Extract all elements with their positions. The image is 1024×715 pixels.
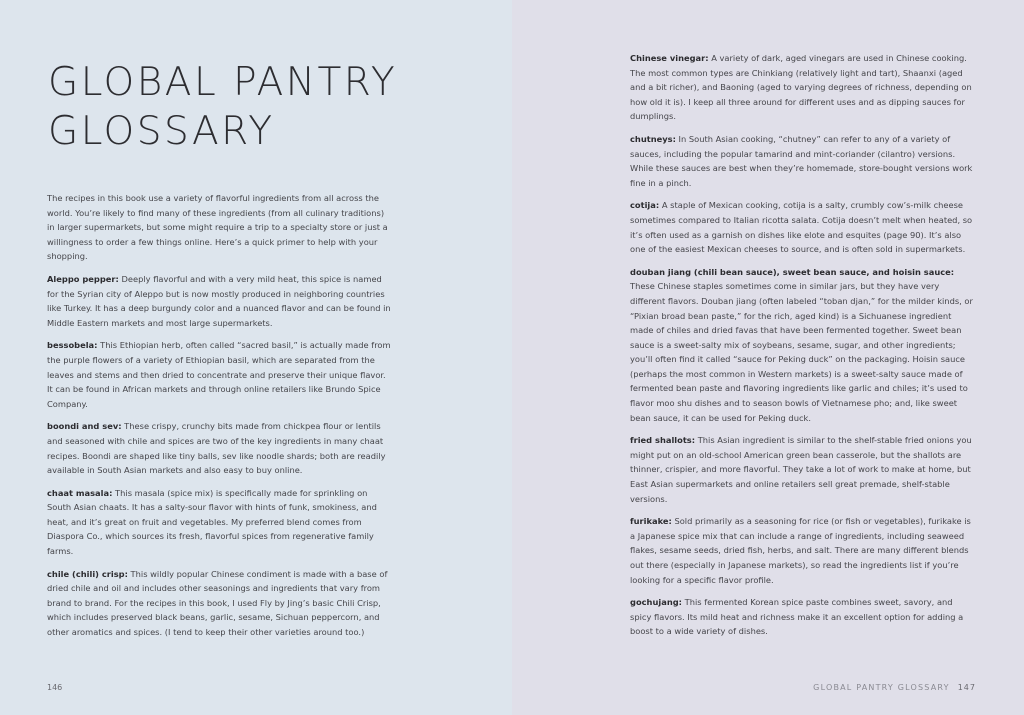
glossary-definition: This masala (spice mix) is specifically made for sprinkling on South Asian chaats. It has a salty-sour flavor with hints of funk, smokiness, and heat, and it’s great on fruit and vegetables. My preferred blend comes from Diaspora Co., which sources its fresh, flavorful spices from regenerative family farms.: [47, 487, 377, 557]
glossary-entry: [47, 567, 392, 640]
title-line-1: GLOBAL PANTRY: [48, 60, 398, 105]
glossary-term: chutneys:: [630, 133, 676, 144]
glossary-entry: [630, 433, 976, 506]
page-title: [48, 58, 468, 156]
glossary-term: Aleppo pepper:: [47, 273, 119, 284]
glossary-term: cotija:: [630, 200, 660, 211]
glossary-term: gochujang:: [630, 597, 682, 608]
glossary-entry: [630, 265, 976, 426]
glossary-entry: [630, 51, 976, 124]
right-column: [630, 51, 976, 647]
glossary-definition: This wildly popular Chinese condiment is made with a base of dried chile and oil and includes other seasonings and ingredients that vary from brand to brand. For the recipes in this book, I used Fly by Jing’s basic Chili Crisp, which includes preserved black beans, garlic, sesame, Sichuan peppercorn, and other aromatics and spices. (I tend to keep their other varieties around too.): [47, 568, 388, 638]
page-number-left: 146: [47, 683, 63, 692]
right-page: [512, 0, 1024, 715]
intro-paragraph: The recipes in this book use a variety of flavorful ingredients from all across the world. You’re likely to find many of these ingredients (from all culinary traditions) in larger supermarkets, but some might require a trip to a specialty store or just a willingness to order a few things online. Here’s a quick primer to help with your shopping.: [47, 193, 388, 262]
glossary-entry: [47, 338, 392, 411]
glossary-term: chaat masala:: [47, 487, 113, 498]
glossary-term: boondi and sev:: [47, 421, 122, 432]
glossary-definition: This Asian ingredient is similar to the shelf-stable fried onions you might put on an old-school American green bean casserole, but the shallots are thinner, crispier, and more flavorful. They take a lot of work to make at home, but East Asian supermarkets and online retailers sell great premade, shelf-stable versions.: [630, 435, 972, 504]
glossary-definition: This fermented Korean spice paste combines sweet, savory, and spicy flavors. Its mild heat and richness make it an excellent option for adding a boost to a wide variety of dishes.: [630, 597, 964, 637]
title-line-2: GLOSSARY: [48, 109, 275, 154]
glossary-definition: This Ethiopian herb, often called “sacred basil,” is actually made from the purple flowers of a variety of Ethiopian basil, which are separated from the leaves and stems and then dried to concentrate and preserve their unique flavor. It can be found in African markets and through online retailers like Brundo Spice Company.: [47, 340, 391, 409]
glossary-term: douban jiang (chili bean sauce), sweet bean sauce, and hoisin sauce:: [630, 266, 955, 277]
glossary-term: Chinese vinegar:: [630, 53, 709, 63]
glossary-entry: [630, 595, 976, 639]
glossary-entry: [47, 272, 392, 330]
page-number-right: 147: [957, 683, 976, 692]
glossary-definition: In South Asian cooking, “chutney” can refer to any of a variety of sauces, including the popular tamarind and mint-coriander (cilantro) versions. While these sauces are best when they’re homemade, store-bought versions work fine in a pinch.: [630, 133, 973, 188]
glossary-entry: [630, 198, 976, 256]
glossary-definition: These Chinese staples sometimes come in similar jars, but they have very different flavors. Douban jiang (often labeled “toban djan,” for the milder kinds, or “Pixian broad bean paste,” for the rich, aged kind) is a Sichuanese ingredient made of chiles and dried favas that have been fermented together. Sweet bean sauce is a sweet-salty mix of soybeans, sesame, sugar, and other ingredients; you’ll often find it called “sauce for Peking duck” on the packaging. Hoisin sauce (perhaps the most common in Western markets) is a sweet-salty sauce made of fermented bean paste and flavoring ingredients like garlic and chiles; it’s used to flavor moo shu dishes and to season bowls of Vietnamese pho; and, like sweet bean sauce, it can be used for Peking duck.: [630, 281, 973, 423]
glossary-entry: [47, 486, 392, 559]
glossary-definition: These crispy, crunchy bits made from chickpea flour or lentils and seasoned with chile and spices are two of the key ingredients in many chaat recipes. Boondi are shaped like tiny balls, sev like noodle shards; both are readily available in South Asian markets and also easy to buy online.: [47, 421, 386, 476]
glossary-entry: [630, 514, 976, 587]
glossary-term: bessobela:: [47, 340, 98, 351]
glossary-definition: Sold primarily as a seasoning for rice (or fish or vegetables), furikake is a Japanese spice mix that can include a range of ingredients, including seaweed flakes, sesame seeds, dried fish, herbs, and salt. There are many different blends out there (especially in Japanese markets), so read the ingredients list if you’re looking for a specific flavor profile.: [630, 516, 971, 585]
glossary-definition: Deeply flavorful and with a very mild heat, this spice is named for the Syrian city of Aleppo but is now mostly produced in neighboring countries like Turkey. It has a deep burgundy color and a nuanced flavor and can be found in Middle Eastern markets and most large supermarkets.: [47, 273, 391, 328]
glossary-entry: [630, 132, 976, 190]
running-head: GLOBAL PANTRY GLOSSARY: [813, 683, 950, 692]
glossary-entry: [47, 419, 392, 477]
glossary-term: furikake:: [630, 516, 672, 527]
glossary-term: chile (chili) crisp:: [47, 568, 128, 579]
left-column: [47, 191, 392, 648]
glossary-definition: A variety of dark, aged vinegars are used in Chinese cooking. The most common types are Chinkiang (relatively light and tart), Shaanxi (aged and a bit richer), and Baoning (aged to varying degrees of richness, depending on how old it is). I keep all three around for different uses and as dipping sauces for dumplings.: [630, 53, 972, 122]
glossary-definition: A staple of Mexican cooking, cotija is a salty, crumbly cow’s-milk cheese sometimes compared to Italian ricotta salata. Cotija doesn’t melt when heated, so it’s often used as a garnish on dishes like elote and esquites (page 90). It’s also one of the easiest Mexican cheeses to source, and is often sold in supermarkets.: [630, 200, 973, 255]
glossary-term: fried shallots:: [630, 435, 696, 446]
page-footer-right: [813, 683, 976, 692]
